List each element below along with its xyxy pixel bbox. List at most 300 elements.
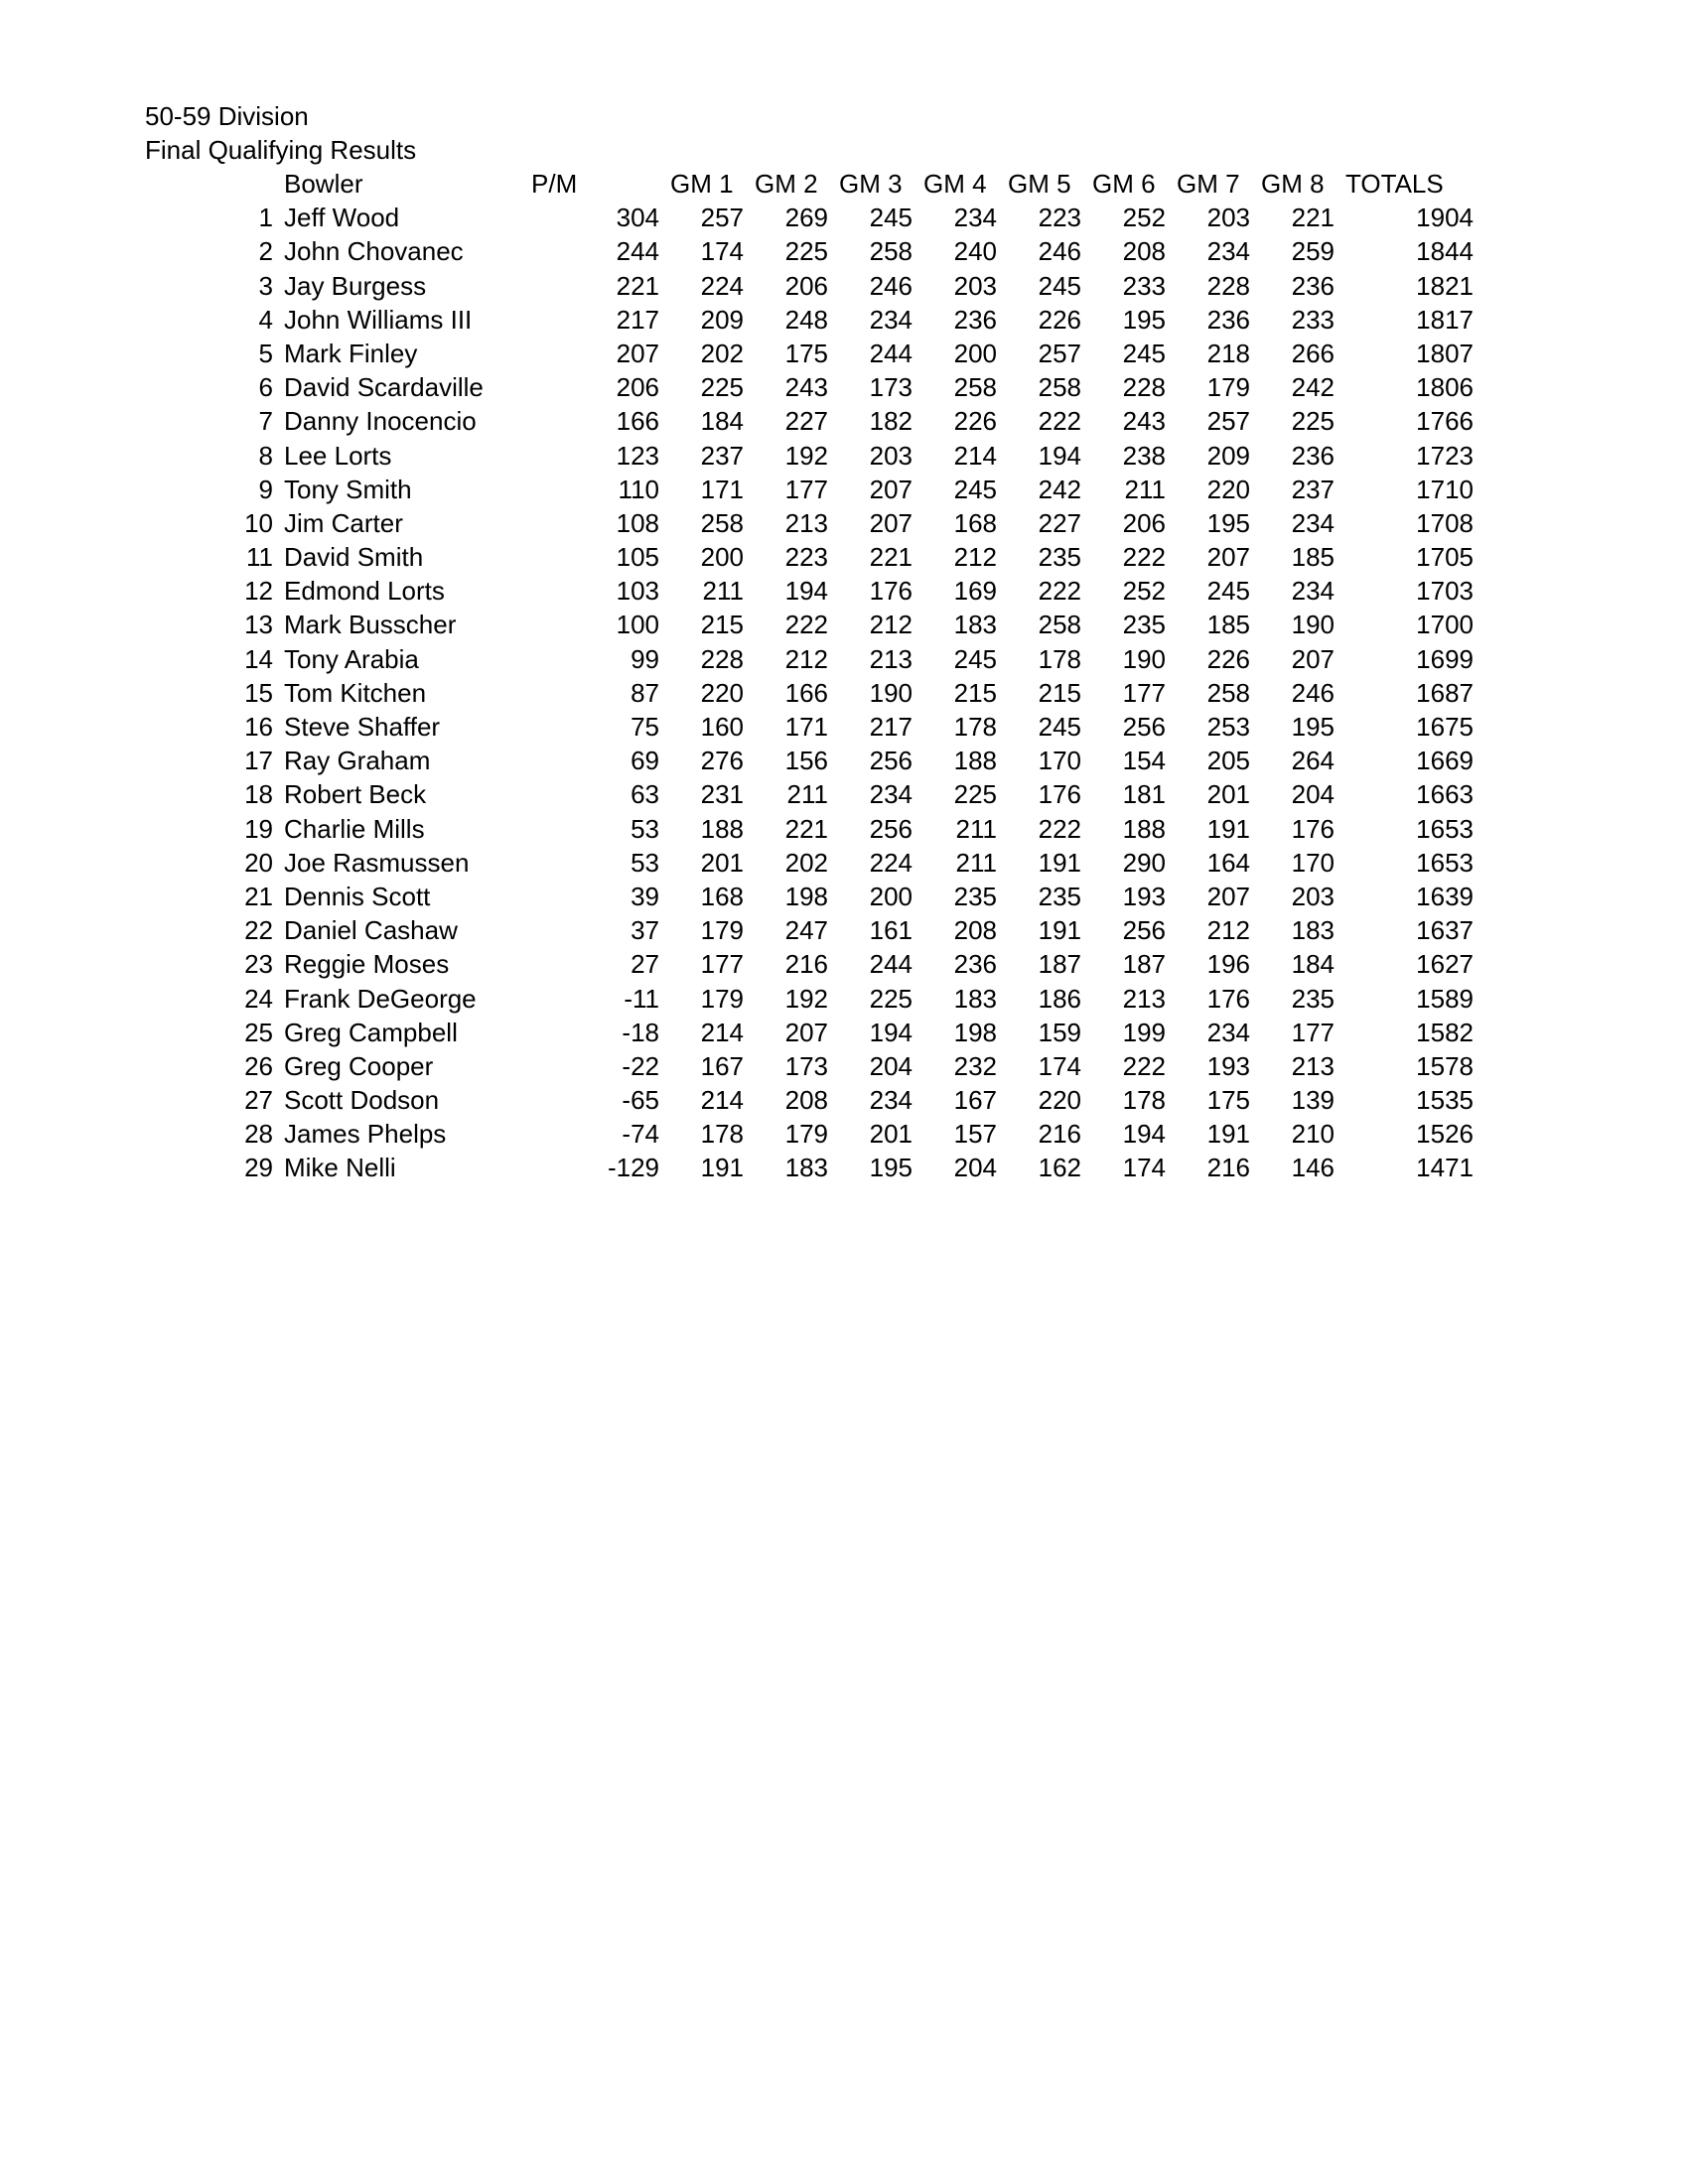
game-6-score: 222	[1122, 1050, 1166, 1081]
table-row	[0, 269, 1688, 303]
game-4-score: 198	[953, 1017, 997, 1047]
total-score: 1844	[1416, 236, 1474, 267]
game-6-score: 245	[1122, 338, 1166, 368]
game-4-score: 240	[953, 236, 997, 267]
game-2-score: 216	[784, 949, 828, 980]
division-title: 50-59 Division	[145, 101, 309, 131]
bowler-rank: 17	[244, 746, 273, 776]
game-7-score: 207	[1206, 542, 1250, 573]
game-1-score: 228	[700, 643, 744, 674]
game-7-score: 257	[1206, 406, 1250, 437]
pm-score: 53	[631, 813, 659, 844]
game-1-score: 179	[700, 983, 744, 1014]
bowler-name: Tony Arabia	[284, 643, 419, 674]
game-7-score: 179	[1206, 372, 1250, 403]
game-7-score: 218	[1206, 338, 1250, 368]
game-6-score: 256	[1122, 712, 1166, 742]
bowler-rank: 4	[258, 304, 273, 335]
game-5-score: 178	[1038, 643, 1081, 674]
total-score: 1817	[1416, 304, 1474, 335]
game-4-score: 167	[953, 1085, 997, 1116]
game-2-score: 247	[784, 915, 828, 946]
game-3-score: 244	[869, 949, 913, 980]
game-2-score: 183	[784, 1153, 828, 1183]
game-6-score: 243	[1122, 406, 1166, 437]
total-score: 1821	[1416, 270, 1474, 301]
table-row	[0, 1049, 1688, 1083]
table-row	[0, 913, 1688, 947]
bowler-rank: 21	[244, 881, 273, 911]
game-5-score: 186	[1038, 983, 1081, 1014]
game-6-score: 177	[1122, 677, 1166, 708]
game-4-score: 245	[953, 643, 997, 674]
game-1-score: 214	[700, 1085, 744, 1116]
bowler-name: Mark Finley	[284, 338, 418, 368]
game-1-score: 188	[700, 813, 744, 844]
header-totals: TOTALS	[1345, 169, 1444, 199]
bowler-name: Tony Smith	[284, 474, 412, 504]
pm-score: 207	[616, 338, 659, 368]
game-8-score: 233	[1291, 304, 1335, 335]
game-5-score: 246	[1038, 236, 1081, 267]
bowler-rank: 18	[244, 779, 273, 810]
total-score: 1806	[1416, 372, 1474, 403]
pm-score: -22	[622, 1050, 659, 1081]
pm-score: -65	[622, 1085, 659, 1116]
total-score: 1699	[1416, 643, 1474, 674]
game-4-score: 232	[953, 1050, 997, 1081]
game-6-score: 194	[1122, 1119, 1166, 1150]
game-2-score: 212	[784, 643, 828, 674]
game-5-score: 187	[1038, 949, 1081, 980]
game-7-score: 253	[1206, 712, 1250, 742]
game-2-score: 248	[784, 304, 828, 335]
game-1-score: 215	[700, 610, 744, 640]
game-1-score: 200	[700, 542, 744, 573]
bowler-rank: 5	[258, 338, 273, 368]
total-score: 1669	[1416, 746, 1474, 776]
game-4-score: 212	[953, 542, 997, 573]
game-1-score: 179	[700, 915, 744, 946]
bowler-name: Daniel Cashaw	[284, 915, 458, 946]
game-7-score: 185	[1206, 610, 1250, 640]
bowler-name: Danny Inocencio	[284, 406, 477, 437]
table-row	[0, 404, 1688, 438]
game-6-score: 188	[1122, 813, 1166, 844]
table-row	[0, 1016, 1688, 1049]
game-3-score: 256	[869, 813, 913, 844]
game-7-score: 201	[1206, 779, 1250, 810]
results-table	[0, 167, 1688, 1185]
pm-score: 63	[631, 779, 659, 810]
pm-score: -11	[624, 983, 659, 1014]
bowler-name: Edmond Lorts	[284, 576, 445, 607]
game-2-score: 227	[784, 406, 828, 437]
pm-score: 69	[631, 746, 659, 776]
game-5-score: 235	[1038, 881, 1081, 911]
bowler-name: Greg Campbell	[284, 1017, 458, 1047]
game-4-score: 225	[953, 779, 997, 810]
bowler-rank: 28	[244, 1119, 273, 1150]
pm-score: 53	[631, 847, 659, 878]
game-3-score: 224	[869, 847, 913, 878]
game-4-score: 226	[953, 406, 997, 437]
bowler-name: Joe Rasmussen	[284, 847, 470, 878]
game-3-score: 245	[869, 203, 913, 233]
game-7-score: 228	[1206, 270, 1250, 301]
game-1-score: 171	[700, 474, 744, 504]
table-row	[0, 710, 1688, 744]
game-6-score: 252	[1122, 576, 1166, 607]
bowler-rank: 24	[244, 983, 273, 1014]
game-8-score: 242	[1291, 372, 1335, 403]
total-score: 1627	[1416, 949, 1474, 980]
game-4-score: 183	[953, 983, 997, 1014]
game-7-score: 191	[1206, 1119, 1250, 1150]
table-row	[0, 337, 1688, 370]
pm-score: 27	[631, 949, 659, 980]
game-4-score: 245	[953, 474, 997, 504]
bowler-rank: 9	[258, 474, 273, 504]
game-6-score: 256	[1122, 915, 1166, 946]
bowler-rank: 1	[258, 203, 273, 233]
game-3-score: 225	[869, 983, 913, 1014]
game-6-score: 235	[1122, 610, 1166, 640]
game-6-score: 208	[1122, 236, 1166, 267]
game-6-score: 199	[1122, 1017, 1166, 1047]
game-8-score: 183	[1291, 915, 1335, 946]
game-6-score: 206	[1122, 507, 1166, 538]
game-8-score: 234	[1291, 507, 1335, 538]
bowler-name: Reggie Moses	[284, 949, 450, 980]
total-score: 1653	[1416, 813, 1474, 844]
bowler-name: Lee Lorts	[284, 440, 392, 471]
game-4-score: 157	[953, 1119, 997, 1150]
game-7-score: 191	[1206, 813, 1250, 844]
pm-score: -18	[622, 1017, 659, 1047]
bowler-rank: 12	[244, 576, 273, 607]
game-6-score: 154	[1122, 746, 1166, 776]
game-5-score: 162	[1038, 1153, 1081, 1183]
bowler-rank: 3	[258, 270, 273, 301]
pm-score: 110	[618, 474, 659, 504]
game-5-score: 174	[1038, 1050, 1081, 1081]
table-row	[0, 880, 1688, 913]
game-6-score: 193	[1122, 881, 1166, 911]
total-score: 1637	[1416, 915, 1474, 946]
pm-score: 87	[631, 677, 659, 708]
game-6-score: 233	[1122, 270, 1166, 301]
bowler-rank: 8	[258, 440, 273, 471]
bowler-name: Jim Carter	[284, 507, 403, 538]
game-3-score: 176	[869, 576, 913, 607]
game-3-score: 173	[869, 372, 913, 403]
game-2-score: 173	[784, 1050, 828, 1081]
total-score: 1687	[1416, 677, 1474, 708]
game-2-score: 211	[786, 779, 828, 810]
bowler-rank: 20	[244, 847, 273, 878]
game-1-score: 174	[700, 236, 744, 267]
game-7-score: 193	[1206, 1050, 1250, 1081]
game-5-score: 227	[1038, 507, 1081, 538]
total-score: 1471	[1416, 1153, 1474, 1183]
pm-score: 304	[616, 203, 659, 233]
game-6-score: 187	[1122, 949, 1166, 980]
game-2-score: 222	[784, 610, 828, 640]
game-6-score: 290	[1122, 847, 1166, 878]
game-8-score: 264	[1291, 746, 1335, 776]
game-2-score: 269	[784, 203, 828, 233]
pm-score: 206	[616, 372, 659, 403]
game-1-score: 177	[700, 949, 744, 980]
bowler-name: Mike Nelli	[284, 1153, 396, 1183]
game-2-score: 213	[784, 507, 828, 538]
game-8-score: 190	[1291, 610, 1335, 640]
game-7-score: 212	[1206, 915, 1250, 946]
table-row	[0, 473, 1688, 506]
bowler-name: Scott Dodson	[284, 1085, 440, 1116]
total-score: 1653	[1416, 847, 1474, 878]
game-8-score: 195	[1291, 712, 1335, 742]
header-gm7: GM 7	[1177, 169, 1240, 199]
game-1-score: 225	[700, 372, 744, 403]
game-7-score: 226	[1206, 643, 1250, 674]
total-score: 1578	[1416, 1050, 1474, 1081]
game-4-score: 169	[953, 576, 997, 607]
game-6-score: 211	[1124, 474, 1166, 504]
bowler-rank: 11	[246, 542, 273, 573]
table-row	[0, 642, 1688, 676]
game-3-score: 217	[869, 712, 913, 742]
table-row	[0, 370, 1688, 404]
game-1-score: 167	[700, 1050, 744, 1081]
bowler-name: Dennis Scott	[284, 881, 431, 911]
game-8-score: 235	[1291, 983, 1335, 1014]
total-score: 1675	[1416, 712, 1474, 742]
game-3-score: 234	[869, 1085, 913, 1116]
game-6-score: 181	[1122, 779, 1166, 810]
game-3-score: 221	[869, 542, 913, 573]
game-1-score: 191	[700, 1153, 744, 1183]
game-2-score: 206	[784, 270, 828, 301]
game-7-score: 245	[1206, 576, 1250, 607]
game-5-score: 258	[1038, 610, 1081, 640]
game-8-score: 225	[1291, 406, 1335, 437]
game-3-score: 200	[869, 881, 913, 911]
game-3-score: 161	[869, 915, 913, 946]
game-3-score: 194	[869, 1017, 913, 1047]
table-row	[0, 1117, 1688, 1151]
game-3-score: 190	[869, 677, 913, 708]
game-5-score: 222	[1038, 813, 1081, 844]
total-score: 1700	[1416, 610, 1474, 640]
game-7-score: 209	[1206, 440, 1250, 471]
game-4-score: 258	[953, 372, 997, 403]
game-1-score: 184	[700, 406, 744, 437]
bowler-rank: 6	[258, 372, 273, 403]
game-7-score: 164	[1206, 847, 1250, 878]
game-5-score: 215	[1038, 677, 1081, 708]
game-2-score: 221	[784, 813, 828, 844]
game-4-score: 211	[955, 813, 997, 844]
game-7-score: 195	[1206, 507, 1250, 538]
bowler-name: James Phelps	[284, 1119, 447, 1150]
bowler-name: Steve Shaffer	[284, 712, 441, 742]
total-score: 1582	[1416, 1017, 1474, 1047]
game-6-score: 222	[1122, 542, 1166, 573]
game-8-score: 176	[1291, 813, 1335, 844]
game-1-score: 214	[700, 1017, 744, 1047]
game-4-score: 203	[953, 270, 997, 301]
bowler-name: John Williams III	[284, 304, 473, 335]
game-6-score: 174	[1122, 1153, 1166, 1183]
table-row	[0, 303, 1688, 337]
header-gm6: GM 6	[1092, 169, 1156, 199]
bowler-rank: 29	[244, 1153, 273, 1183]
game-6-score: 190	[1122, 643, 1166, 674]
game-5-score: 191	[1038, 915, 1081, 946]
bowler-name: Robert Beck	[284, 779, 427, 810]
bowler-rank: 19	[244, 813, 273, 844]
header-bowler: Bowler	[284, 169, 363, 199]
game-5-score: 235	[1038, 542, 1081, 573]
header-pm: P/M	[531, 169, 578, 199]
game-5-score: 226	[1038, 304, 1081, 335]
header-gm4: GM 4	[923, 169, 987, 199]
pm-score: 75	[631, 712, 659, 742]
game-5-score: 159	[1038, 1017, 1081, 1047]
table-row	[0, 744, 1688, 777]
table-row	[0, 982, 1688, 1016]
bowler-name: David Scardaville	[284, 372, 484, 403]
game-2-score: 156	[784, 746, 828, 776]
game-8-score: 204	[1291, 779, 1335, 810]
bowler-name: Greg Cooper	[284, 1050, 434, 1081]
pm-score: 37	[631, 915, 659, 946]
game-5-score: 242	[1038, 474, 1081, 504]
game-6-score: 195	[1122, 304, 1166, 335]
pm-score: 123	[616, 440, 659, 471]
game-3-score: 201	[869, 1119, 913, 1150]
results-subtitle: Final Qualifying Results	[145, 135, 417, 165]
table-row	[0, 777, 1688, 811]
game-8-score: 184	[1291, 949, 1335, 980]
game-4-score: 211	[955, 847, 997, 878]
total-score: 1535	[1416, 1085, 1474, 1116]
bowler-name: Jeff Wood	[284, 203, 400, 233]
bowler-name: Jay Burgess	[284, 270, 427, 301]
game-5-score: 170	[1038, 746, 1081, 776]
game-3-score: 204	[869, 1050, 913, 1081]
table-row	[0, 1151, 1688, 1184]
game-4-score: 235	[953, 881, 997, 911]
game-4-score: 236	[953, 949, 997, 980]
game-2-score: 192	[784, 983, 828, 1014]
table-row	[0, 506, 1688, 540]
pm-score: 217	[616, 304, 659, 335]
pm-score: 166	[616, 406, 659, 437]
bowler-name: Tom Kitchen	[284, 677, 427, 708]
game-1-score: 209	[700, 304, 744, 335]
game-7-score: 258	[1206, 677, 1250, 708]
game-8-score: 266	[1291, 338, 1335, 368]
game-5-score: 222	[1038, 576, 1081, 607]
game-6-score: 252	[1122, 203, 1166, 233]
game-6-score: 178	[1122, 1085, 1166, 1116]
game-2-score: 198	[784, 881, 828, 911]
total-score: 1703	[1416, 576, 1474, 607]
game-3-score: 207	[869, 474, 913, 504]
pm-score: 39	[631, 881, 659, 911]
game-7-score: 176	[1206, 983, 1250, 1014]
bowler-name: Mark Busscher	[284, 610, 457, 640]
game-7-score: 196	[1206, 949, 1250, 980]
game-1-score: 160	[700, 712, 744, 742]
total-score: 1708	[1416, 507, 1474, 538]
game-3-score: 207	[869, 507, 913, 538]
pm-score: 108	[616, 507, 659, 538]
bowler-name: Ray Graham	[284, 746, 431, 776]
game-5-score: 258	[1038, 372, 1081, 403]
game-1-score: 231	[700, 779, 744, 810]
game-5-score: 176	[1038, 779, 1081, 810]
bowler-rank: 2	[258, 236, 273, 267]
game-8-score: 207	[1291, 643, 1335, 674]
bowler-rank: 10	[244, 507, 273, 538]
pm-score: 99	[631, 643, 659, 674]
bowler-name: Charlie Mills	[284, 813, 425, 844]
game-5-score: 245	[1038, 270, 1081, 301]
game-2-score: 223	[784, 542, 828, 573]
header-gm1: GM 1	[670, 169, 734, 199]
game-8-score: 203	[1291, 881, 1335, 911]
game-8-score: 210	[1291, 1119, 1335, 1150]
game-4-score: 204	[953, 1153, 997, 1183]
total-score: 1526	[1416, 1119, 1474, 1150]
game-4-score: 178	[953, 712, 997, 742]
game-5-score: 194	[1038, 440, 1081, 471]
game-3-score: 234	[869, 304, 913, 335]
game-7-score: 203	[1206, 203, 1250, 233]
game-7-score: 220	[1206, 474, 1250, 504]
total-score: 1589	[1416, 983, 1474, 1014]
game-8-score: 139	[1291, 1085, 1335, 1116]
bowler-name: David Smith	[284, 542, 424, 573]
game-7-score: 236	[1206, 304, 1250, 335]
game-4-score: 215	[953, 677, 997, 708]
game-1-score: 258	[700, 507, 744, 538]
game-4-score: 168	[953, 507, 997, 538]
pm-score: 103	[616, 576, 659, 607]
game-4-score: 214	[953, 440, 997, 471]
bowler-rank: 14	[244, 643, 273, 674]
bowler-rank: 15	[244, 677, 273, 708]
game-2-score: 194	[784, 576, 828, 607]
bowler-name: John Chovanec	[284, 236, 464, 267]
total-score: 1639	[1416, 881, 1474, 911]
game-1-score: 201	[700, 847, 744, 878]
game-2-score: 208	[784, 1085, 828, 1116]
game-8-score: 185	[1291, 542, 1335, 573]
table-row	[0, 846, 1688, 880]
bowler-rank: 27	[244, 1085, 273, 1116]
table-row	[0, 439, 1688, 473]
total-score: 1710	[1416, 474, 1474, 504]
game-2-score: 177	[784, 474, 828, 504]
total-score: 1723	[1416, 440, 1474, 471]
total-score: 1807	[1416, 338, 1474, 368]
game-2-score: 171	[784, 712, 828, 742]
